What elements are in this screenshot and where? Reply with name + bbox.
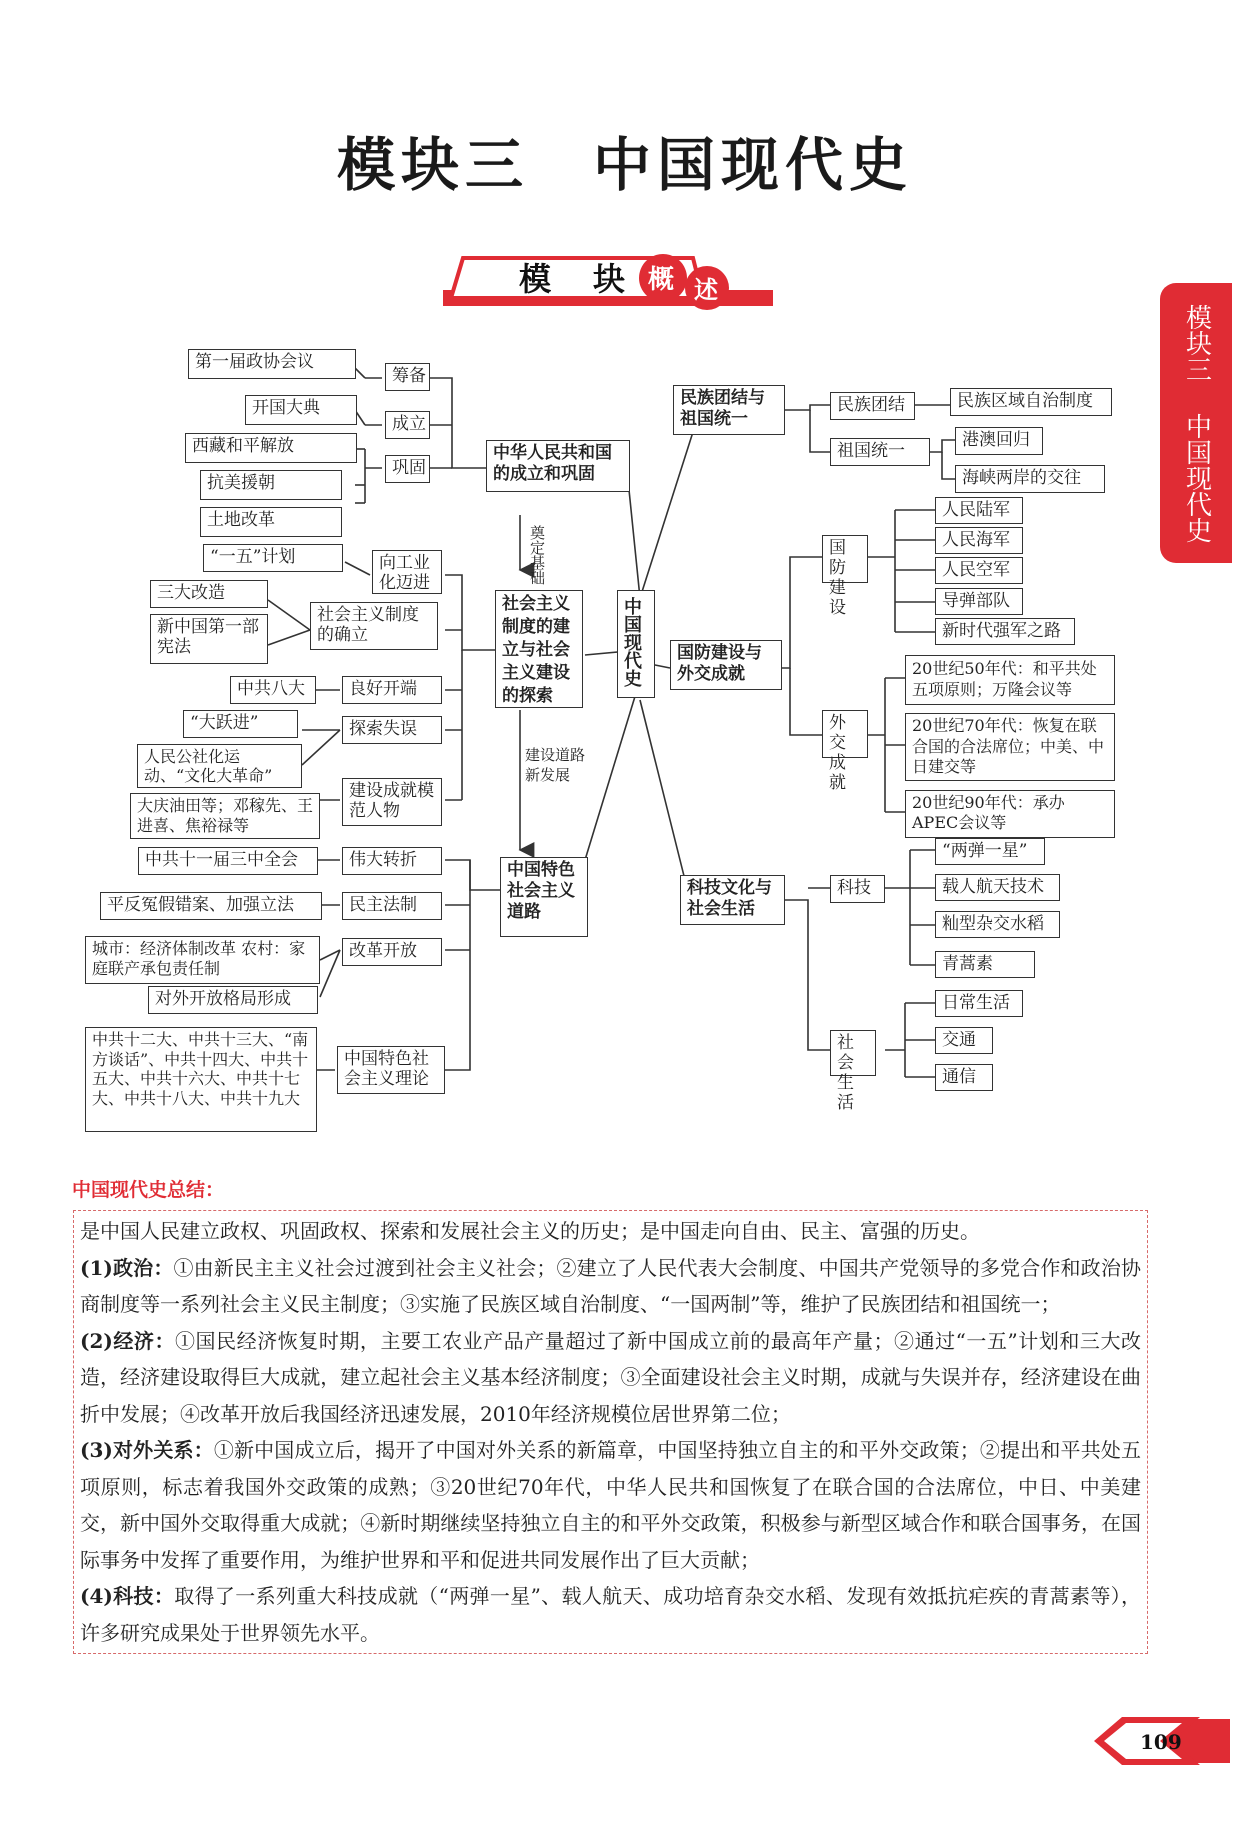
banner-text-kuai: 块 [593, 260, 626, 298]
item-artemisinin: 青蒿素 [935, 951, 1035, 978]
item-transportation: 交通 [935, 1027, 993, 1054]
label-great-turn: 伟大转折 [342, 847, 442, 875]
summary-foreign [80, 1432, 1141, 1578]
summary-politics [80, 1250, 1141, 1323]
label-ethnic-unity: 民族团结 [830, 392, 915, 420]
item-rehabilitation: 平反冤假错案、加强立法 [100, 892, 322, 920]
item-urban-rural-reform: 城市：经济体制改革 农村：家庭联产承包责任制 [85, 936, 320, 984]
item-1950s: 20世纪50年代：和平共处五项原则；万隆会议等 [905, 655, 1115, 705]
node-path: 中国特色社会主义道路 [500, 857, 588, 937]
item-cross-strait: 海峡两岸的交往 [955, 465, 1105, 493]
summary-politics-text: ①由新民主主义社会过渡到社会主义社会；②建立了人民代表大会制度、中国共产党领导的多党合作和政治协商制度等一系列社会主义民主制度；③实施了民族区域自治制度、“一国两制”等，维护了民族团结和祖国统一； [80, 1255, 1142, 1316]
label-prepare: 筹备 [385, 363, 430, 391]
item-tibet: 西藏和平解放 [185, 433, 357, 463]
item-army: 人民陆军 [935, 497, 1023, 524]
summary-foreign-text: ①新中国成立后，揭开了中国对外关系的新篇章，中国坚持独立自主的和平外交政策；②提出和平共处五项原则，标志着我国外交政策的成熟；③20世纪70年代，中华人民共和国恢复了在联合国的合法席位，中日、中美建交，新中国外交取得重大成就；④新时期继续坚持独立自主的和平外交政策，积极参与新型区域合作和联合国事务，在国际事务中发挥了重要作用，为维护世界和平和促进共同发展作出了巨大贡献； [80, 1438, 1142, 1572]
banner-text-mo: 模 [519, 260, 552, 298]
item-congresses: 中共十二大、中共十三大、“南方谈话”、中共十四大、中共十五大、中共十六大、中共十七大、中共十八大、中共十九大 [85, 1027, 317, 1132]
banner-text-gai: 概 [648, 265, 675, 295]
item-land-reform: 土地改革 [200, 507, 342, 537]
page-number: 109 [1140, 1730, 1182, 1754]
label-reform-opening: 改革开放 [342, 938, 442, 966]
item-two-bombs-one-satellite: “两弹一星” [935, 838, 1045, 865]
side-tab-module: 模块三 [1181, 304, 1212, 382]
item-air-force: 人民空军 [935, 557, 1023, 584]
page-title: 模块三 中国现代史 [336, 131, 913, 199]
item-korea: 抗美援朝 [200, 470, 342, 500]
item-eighth-congress: 中共八大 [230, 676, 316, 704]
node-socialism: 社会主义制度的建立与社会主义建设的探索 [495, 590, 583, 708]
label-found: 成立 [385, 411, 430, 439]
item-hybrid-rice: 籼型杂交水稻 [935, 911, 1060, 938]
summary-science-text: 取得了一系列重大科技成就（“两弹一星”、载人航天、成功培育杂交水稻、发现有效抵抗疟疾的青蒿素等），许多研究成果处于世界领先水平。 [80, 1584, 1142, 1645]
label-social-life: 社会生活 [830, 1030, 876, 1076]
arrow-label-new-development: 建设道路新发展 [525, 746, 586, 784]
item-1970s: 20世纪70年代：恢复在联合国的合法席位；中美、中日建交等 [905, 713, 1115, 781]
item-hk-macao: 港澳回归 [955, 427, 1043, 455]
arrow-label-foundation: 奠定基础 [528, 525, 546, 585]
item-manned-spaceflight: 载人航天技术 [935, 874, 1060, 901]
item-daily-life: 日常生活 [935, 990, 1023, 1017]
label-consolidate: 巩固 [385, 455, 430, 483]
item-constitution: 新中国第一部宪法 [150, 614, 268, 664]
item-great-leap: “大跃进” [183, 710, 298, 738]
summary-economy [80, 1323, 1141, 1433]
side-tab-topic: 中国现代史 [1181, 413, 1212, 543]
item-navy: 人民海军 [935, 527, 1023, 554]
item-third-plenum: 中共十一届三中全会 [138, 847, 318, 875]
node-unity: 民族团结与祖国统一 [673, 385, 785, 435]
item-strong-military: 新时代强军之路 [935, 618, 1075, 645]
banner-text-shu: 述 [694, 275, 718, 304]
summary-economy-text: ①国民经济恢复时期，主要工农业产品产量超过了新中国成立前的最高年产量；②通过“一五”计划和三大改造，经济建设取得巨大成就，建立起社会主义基本经济制度；③全面建设社会主义时期，成就与失误并存，经济建设在曲折中发展；④改革开放后我国经济迅速发展，2010年经济规模位居世界第二位； [80, 1328, 1141, 1426]
item-communication: 通信 [935, 1064, 993, 1091]
item-three-transformations: 三大改造 [150, 580, 268, 608]
summary-science [80, 1578, 1141, 1651]
page-number-badge [1090, 1713, 1230, 1769]
label-good-start: 良好开端 [342, 676, 442, 704]
item-opening-pattern: 对外开放格局形成 [148, 986, 318, 1014]
item-regional-autonomy: 民族区域自治制度 [950, 388, 1112, 416]
label-diplomacy: 外交成就 [822, 710, 868, 758]
center-node: 中国现代史 [617, 590, 655, 698]
summary-box [73, 1210, 1148, 1654]
summary-politics-head: (1)政治： [80, 1255, 174, 1280]
label-national-defense: 国防建设 [822, 535, 868, 583]
label-technology: 科技 [830, 875, 885, 903]
label-industrialize: 向工业化迈进 [372, 550, 442, 594]
summary-economy-head: (2)经济： [80, 1328, 176, 1353]
node-defense: 国防建设与外交成就 [670, 640, 782, 690]
label-reunification: 祖国统一 [830, 438, 930, 466]
item-first-five-year: “一五”计划 [203, 544, 343, 572]
item-cppcc: 第一届政协会议 [188, 349, 356, 379]
summary-foreign-head: (3)对外关系： [80, 1438, 214, 1462]
item-commune: 人民公社化运动、“文化大革命” [137, 744, 302, 788]
summary-science-head: (4)科技： [80, 1584, 175, 1608]
label-achievements: 建设成就模范人物 [342, 778, 442, 826]
node-prc: 中华人民共和国的成立和巩固 [486, 440, 630, 492]
label-system: 社会主义制度的确立 [310, 602, 438, 650]
summary-intro: 是中国人民建立政权、巩固政权、探索和发展社会主义的历史；是中国走向自由、民主、富强的历史。 [80, 1219, 980, 1243]
item-1990s: 20世纪90年代：承办APEC会议等 [905, 790, 1115, 838]
label-democracy-law: 民主法制 [342, 892, 442, 920]
summary-label: 中国现代史总结： [72, 1179, 225, 1201]
item-missile-force: 导弹部队 [935, 588, 1023, 615]
node-science: 科技文化与社会生活 [680, 875, 785, 925]
item-founding-ceremony: 开国大典 [245, 395, 357, 425]
item-daqing: 大庆油田等；邓稼先、王进喜、焦裕禄等 [130, 793, 320, 839]
label-theory: 中国特色社会主义理论 [337, 1046, 445, 1094]
label-mistakes: 探索失误 [342, 716, 442, 744]
